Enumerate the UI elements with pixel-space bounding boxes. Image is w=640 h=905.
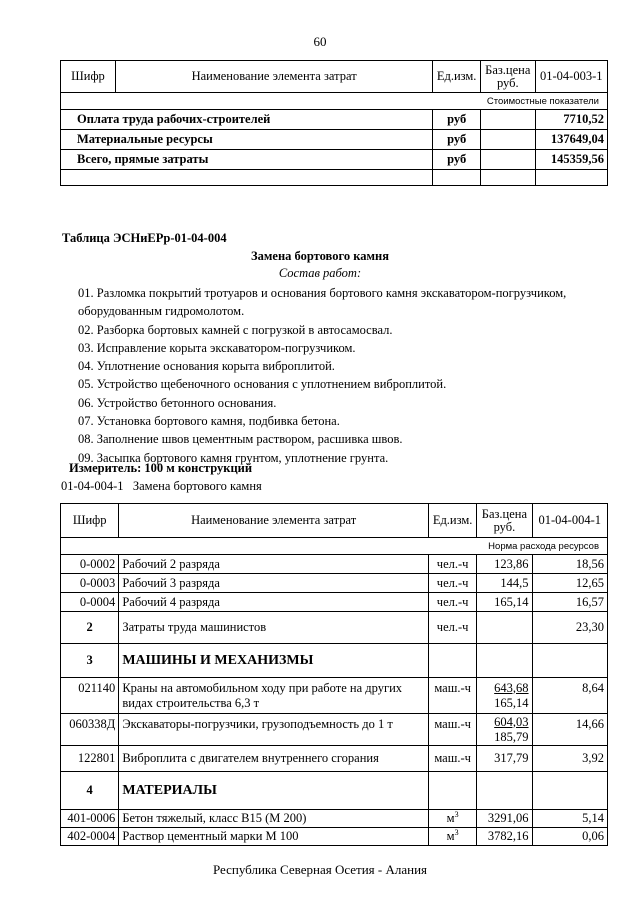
- work-item: 07. Установка бортового камня, подбивка бетона.: [78, 414, 340, 429]
- header-price: Баз.цена руб.: [481, 61, 536, 93]
- header-price: Баз.цена руб.: [477, 504, 532, 538]
- header-code: Шифр: [61, 61, 116, 93]
- code-line: 01-04-004-1 Замена бортового камня: [61, 479, 262, 493]
- table-row: 401-0006 Бетон тяжелый, класс В15 (М 200) $м^3$ 3291,06 5,14: [61, 810, 608, 828]
- measure: Измеритель: 100 м конструкций: [69, 461, 253, 475]
- table-row: 2 Затраты труда машинистов чел.-ч 23,30: [61, 612, 608, 644]
- row-unit: руб: [433, 130, 481, 150]
- table-row: 402-0004 Раствор цементный марки М 100 $м^3$ 3782,16 0,06: [61, 828, 608, 846]
- table-title: Таблица ЭСНиЕРр-01-04-004: [62, 231, 227, 245]
- row-value: 137649,04: [535, 130, 607, 150]
- row-value: 145359,56: [535, 150, 607, 170]
- work-item: 04. Уплотнение основания корыта виброплитой.: [78, 359, 335, 374]
- table-row: 060338Д Экскаваторы-погрузчики, грузоподъемность до 1 т маш.-ч 604,03 185,79 14,66: [61, 714, 608, 746]
- row-label: Оплата труда рабочих-строителей: [61, 110, 433, 130]
- header-name: Наименование элемента затрат: [119, 504, 429, 538]
- table-row: 122801 Виброплита с двигателем внутреннего сгорания маш.-ч 317,79 3,92: [61, 746, 608, 772]
- header-rate: 01-04-003-1: [535, 61, 607, 93]
- row-unit: руб: [433, 110, 481, 130]
- table-row: 0-0002 Рабочий 2 разряда чел.-ч 123,86 18,56: [61, 555, 608, 574]
- work-item: оборудованным гидромолотом.: [78, 304, 245, 319]
- row-unit: руб: [433, 150, 481, 170]
- work-item: 02. Разборка бортовых камней с погрузкой в автосамосвал.: [78, 322, 393, 337]
- header-code: Шифр: [61, 504, 119, 538]
- row-label: Всего, прямые затраты: [61, 150, 433, 170]
- cost-table: [60, 60, 608, 186]
- work-item: 03. Исправление корыта экскаватором-погрузчиком.: [78, 340, 356, 355]
- section-row: 4 МАТЕРИАЛЫ: [61, 772, 608, 810]
- row-value: 7710,52: [535, 110, 607, 130]
- subheader: Норма расхода ресурсов: [61, 538, 608, 555]
- row-label: Материальные ресурсы: [61, 130, 433, 150]
- header-unit: Ед.изм.: [433, 61, 481, 93]
- work-item: 01. Разломка покрытий тротуаров и основания бортового камня экскаватором-погрузчиком,: [78, 286, 567, 300]
- page-number: 60: [313, 34, 327, 49]
- work-item: 06. Устройство бетонного основания.: [78, 395, 277, 410]
- header-name: Наименование элемента затрат: [115, 61, 432, 93]
- table-row: 021140 Краны на автомобильном ходу при работе на других видах строительства 6,3 т маш.-ч 643,68 165,14 8,64: [61, 678, 608, 714]
- footer: Республика Северная Осетия - Алания: [212, 862, 428, 877]
- table-row: 0-0004 Рабочий 4 разряда чел.-ч 165,14 16,57: [61, 593, 608, 612]
- work-item: 05. Устройство щебеночного основания с уплотнением виброплитой.: [78, 377, 447, 392]
- works-list: [78, 284, 566, 467]
- work-item: 08. Заполнение швов цементным раствором, расшивка швов.: [78, 432, 403, 447]
- section-row: 3 МАШИНЫ И МЕХАНИЗМЫ: [61, 644, 608, 678]
- table-row: 0-0003 Рабочий 3 разряда чел.-ч 144,5 12,65: [61, 574, 608, 593]
- header-unit: Ед.изм.: [429, 504, 477, 538]
- work-item: 09. Засыпка бортового камня грунтом, уплотнение грунта.: [78, 450, 389, 465]
- works-title: Состав работ:: [278, 266, 362, 280]
- subheader: Стоимостные показатели: [61, 93, 608, 110]
- section-title: Замена бортового камня: [251, 249, 389, 263]
- resource-table: [60, 503, 608, 846]
- header-rate: 01-04-004-1: [532, 504, 607, 538]
